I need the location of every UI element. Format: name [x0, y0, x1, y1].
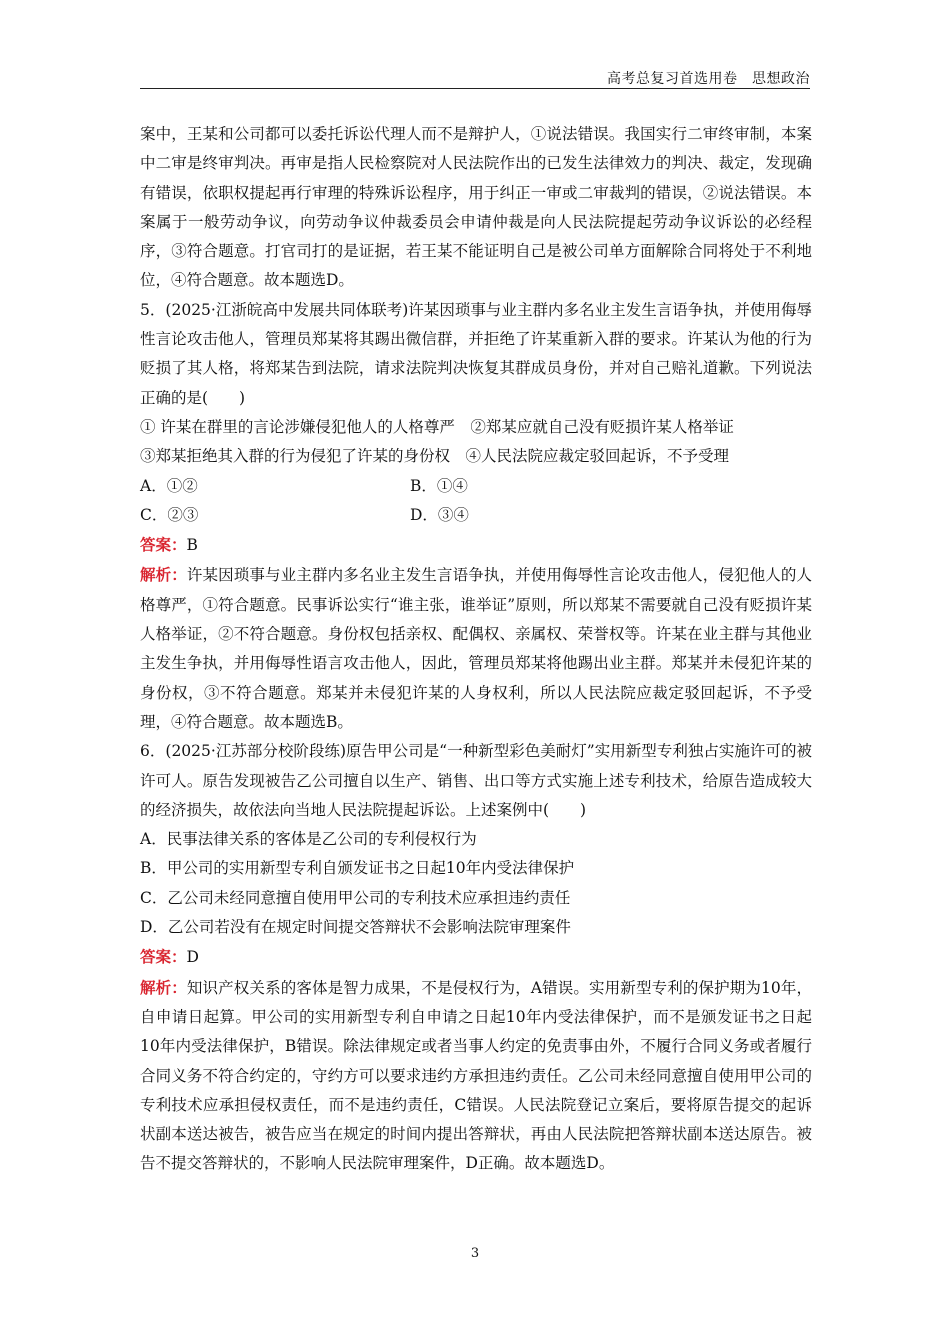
page-content	[140, 120, 812, 1179]
q5-option-b: B．①④	[410, 476, 468, 495]
q6-analysis-label: 解析：	[140, 977, 187, 997]
q6-option-a: A．民事法律关系的客体是乙公司的专利侵权行为	[140, 830, 477, 849]
continued-analysis: 案中，王某和公司都可以委托诉讼代理人而不是辩护人，①说法错误。我国实行二审终审制，本案中二审是终审判决。再审是指人民检察院对人民法院作出的已发生法律效力的判决、裁定，发现确有错误，依职权提起再行审理的特殊诉讼程序，用于纠正一审或二审裁判的错误，②说法错误。本案属于一般劳动争议，向劳动争议仲裁委员会申请仲裁是向人民法院提起劳动争议诉讼的必经程序，③符合题意。打官司打的是证据，若王某不能证明自己是被公司单方面解除合同将处于不利地位，④符合题意。故本题选D。	[140, 125, 812, 290]
q5-options-row-1	[140, 472, 812, 501]
q5-statements-line-1: ① 许某在群里的言论涉嫌侵犯他人的人格尊严 ②郑某应就自己没有贬损许某人格举证	[140, 417, 734, 436]
q6-answer-label: 答案：	[140, 947, 187, 967]
header-rule	[140, 88, 810, 89]
page-number: 3	[470, 1246, 480, 1261]
q5-statements-line-2: ③郑某拒绝其入群的行为侵犯了许某的身份权 ④人民法院应裁定驳回起诉，不予受理	[140, 447, 730, 466]
q5-option-c: C．②③	[140, 505, 199, 524]
q5-answer-label: 答案：	[140, 535, 187, 555]
q6-option-d: D．乙公司若没有在规定时间提交答辩状不会影响法院审理案件	[140, 918, 571, 937]
q6-answer	[140, 942, 812, 972]
page-header: 高考总复习首选用卷 思想政治	[607, 71, 810, 87]
q5-analysis	[140, 560, 812, 737]
q6-option-c: C．乙公司未经同意擅自使用甲公司的专利技术应承担违约责任	[140, 888, 571, 907]
q6-option-b: B．甲公司的实用新型专利自颁发证书之日起10年内受法律保护	[140, 859, 575, 878]
q5-analysis-text: 许某因琐事与业主群内多名业主发生言语争执，并使用侮辱性言论攻击他人，侵犯他人的人格尊严，①符合题意。民事诉讼实行“谁主张，谁举证”原则，所以郑某不需要就自己没有贬损许某人格举证，②不符合题意。身份权包括亲权、配偶权、亲属权、荣誉权等。许某在业主群与其他业主发生争执，并用侮辱性语言攻击他人，因此，管理员郑某将他踢出业主群。郑某并未侵犯许某的身份权，③不符合题意。郑某并未侵犯许某的人身权利，所以人民法院应裁定驳回起诉，不予受理，④符合题意。故本题选B。	[140, 566, 812, 731]
q6-stem: 6．(2025·江苏部分校阶段练)原告甲公司是“一种新型彩色美耐灯”实用新型专利独占实施许可的被许可人。原告发现被告乙公司擅自以生产、销售、出口等方式实施上述专利技术，给原告造成较大的经济损失，故依法向当地人民法院提起诉讼。上述案例中( )	[140, 742, 812, 819]
q5-option-a: A．①②	[140, 476, 198, 495]
q5-answer-value: B	[186, 536, 198, 555]
q6-analysis-text: 知识产权关系的客体是智力成果，不是侵权行为，A错误。实用新型专利的保护期为10年，自申请日起算。甲公司的实用新型专利自申请之日起10年内受法律保护，而不是颁发证书之日起10年内受法律保护，B错误。除法律规定或者当事人约定的免责事由外，不履行合同义务或者履行合同义务不符合约定的，守约方可以要求违约方承担违约责任。乙公司未经同意擅自使用甲公司的专利技术应承担侵权责任，而不是违约责任，C错误。人民法院登记立案后，要将原告提交的起诉状副本送达被告，被告应当在规定的时间内提出答辩状，再由人民法院把答辩状副本送达原告。被告不提交答辩状的，不影响人民法院审理案件，D正确。故本题选D。	[140, 978, 812, 1173]
q5-stem: 5．(2025·江浙皖高中发展共同体联考)许某因琐事与业主群内多名业主发生言语争执，并使用侮辱性言论攻击他人，管理员郑某将其踢出微信群，并拒绝了许某重新入群的要求。许某认为他的行为贬损了其人格，将郑某告到法院，请求法院判决恢复其群成员身份，并对自己赔礼道歉。下列说法正确的是( )	[140, 300, 812, 407]
q5-analysis-label: 解析：	[140, 565, 187, 585]
q6-answer-value: D	[186, 948, 199, 967]
q5-answer	[140, 530, 812, 560]
q5-option-d: D．③④	[410, 505, 469, 524]
q6-analysis	[140, 973, 812, 1179]
q5-options-row-2	[140, 501, 812, 530]
